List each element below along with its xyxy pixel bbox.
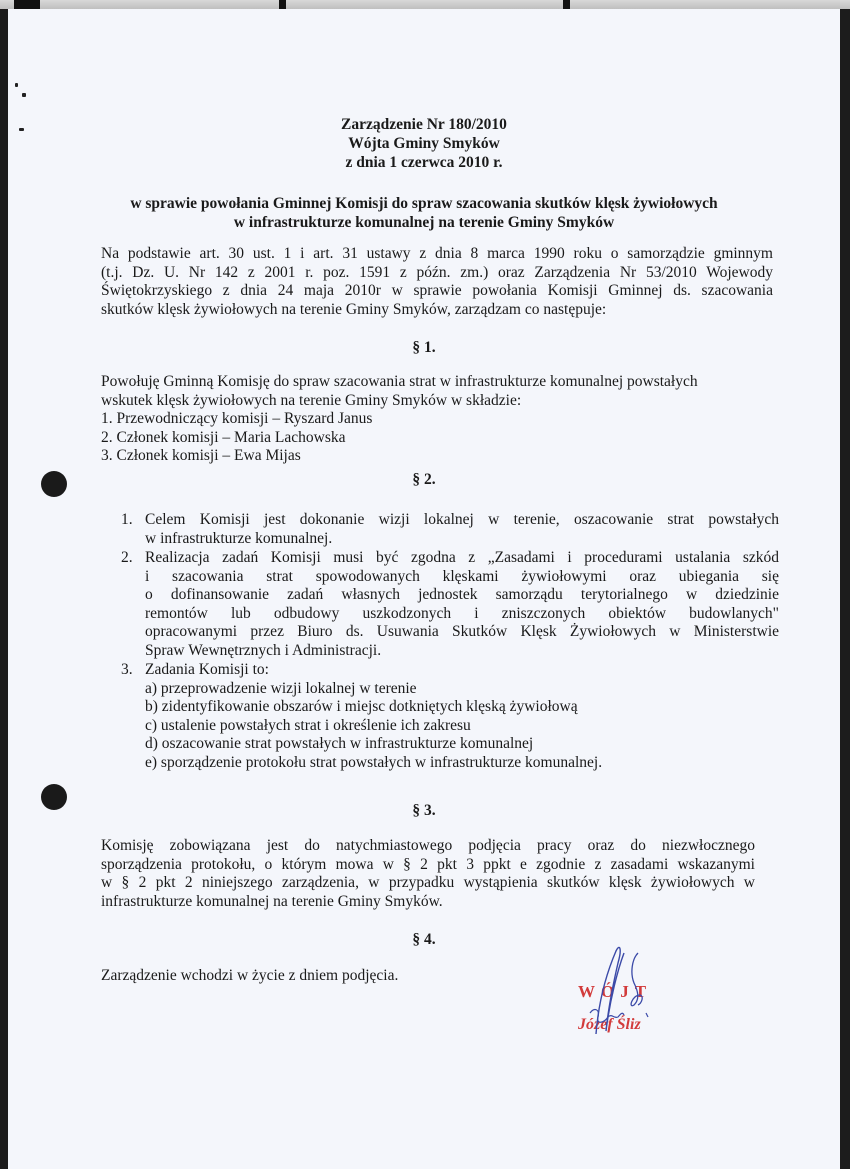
preamble: Na podstawie art. 30 ust. 1 i art. 31 ustawy z dnia 8 marca 1990 roku o samorządzie gminnym (t.j. Dz. U. Nr 142 z 2001 r. poz. 1591 z późn. zm.) oraz Zarządzenia Nr 53/2010 Wojewody Świętokrzyskiego z dnia 24 maja 2010r w sprawie powołania Komisji Gminnej ds. szacowania skutków klęsk żywiołowych na terenie Gminy Smyków, zarządzam co następuje: [101, 245, 773, 318]
member-chair: 1. Przewodniczący komisji – Ryszard Janus [101, 410, 373, 427]
section-2-mark: § 2. [412, 471, 436, 488]
section-2-item-3: 3. Zadania Komisji to: a) przeprowadzenie wizji lokalnej w terenie b) zidentyfikowanie obszarów i miejsc dotkniętych klęską żywiołową c) ustalenie powstałych strat i określenie ich zakresu d) oszacowanie strat powstałych w infrastrukturze komunalnej e) sporządzenie protokołu strat powstałych w infrastrukturze komunalnej. [121, 661, 779, 772]
section-3-mark: § 3. [412, 802, 436, 819]
ordinance-number: Zarządzenie Nr 180/2010 [341, 116, 507, 133]
section-2-item-1: 1. Celem Komisji jest dokonanie wizji lokalnej w terenie, oszacowanie strat powstałych w infrastrukturze komunalnej. [121, 511, 779, 547]
document-header [8, 115, 840, 172]
document-content [8, 9, 840, 1169]
document-page [8, 9, 840, 1169]
ordinance-date: z dnia 1 czerwca 2010 r. [345, 154, 503, 171]
ordinance-issuer: Wójta Gminy Smyków [348, 135, 500, 152]
binder-clip [279, 0, 286, 9]
section-1-body: Powołuję Gminną Komisję do spraw szacowania strat w infrastrukturze komunalnej powstałych wskutek klęsk żywiołowych na terenie Gminy Smyków w składzie: 1. Przewodniczący komisji – Ryszard Janus 2. Członek komisji – Maria Lachowska 3. Członek komisji – Ewa Mijas [101, 373, 781, 466]
section-4-body: Zarządzenie wchodzi w życie z dniem podjęcia. [101, 967, 399, 984]
section-1-mark: § 1. [412, 339, 436, 356]
task-item: b) zidentyfikowanie obszarów i miejsc dotkniętych klęską żywiołową [145, 698, 578, 715]
official-stamp [568, 939, 688, 1049]
task-item: e) sporządzenie protokołu strat powstałych w infrastrukturze komunalnej. [145, 753, 603, 771]
document-subject: w sprawie powołania Gminnej Komisji do spraw szacowania skutków klęsk żywiołowych w infrastrukturze komunalnej na terenie Gminy Smyków [130, 195, 718, 231]
handwritten-signature [568, 939, 688, 1049]
task-item: a) przeprowadzenie wizji lokalnej w terenie [145, 679, 417, 697]
member: 2. Członek komisji – Maria Lachowska [101, 428, 346, 446]
member: 3. Członek komisji – Ewa Mijas [101, 447, 301, 464]
section-2-item-2: 2. Realizacja zadań Komisji musi być zgodna z „Zasadami i procedurami ustalania szkód i szacowania strat spowodowanych klęskami żywiołowymi oraz ubiegania się o dofinansowanie zadań własnych jednostek samorządu terytorialnego w dziedzinie remontów lub odbudowy uszkodzonych i zniszczonych obiektów budowlanych" opracowanymi przez Biuro ds. Usuwania Skutków Klęsk Żywiołowych w Ministerstwie Spraw Wewnętrznych i Administracji. [121, 549, 779, 659]
stamp-name: Józef Śliz [578, 1016, 641, 1033]
section-3-body: Komisję zobowiązana jest do natychmiastowego podjęcia pracy oraz do niezwłocznego sporządzenia protokołu, o którym mowa w § 2 pkt 3 ppkt e zgodnie z zasadami wskazanymi w § 2 pkt 2 niniejszego zarządzenia, w przypadku wystąpienia skutków klęsk żywiołowych w infrastrukturze komunalnej na terenie Gminy Smyków. [101, 837, 755, 910]
task-item: c) ustalenie powstałych strat i określenie ich zakresu [145, 716, 471, 734]
binder-clip [563, 0, 570, 9]
scanner-top-edge [0, 0, 850, 9]
section-4-mark: § 4. [412, 931, 436, 948]
task-item: d) oszacowanie strat powstałych w infrastrukturze komunalnej [145, 735, 534, 752]
binder-clip [14, 0, 40, 9]
stamp-title: WÓJT [578, 982, 653, 1001]
